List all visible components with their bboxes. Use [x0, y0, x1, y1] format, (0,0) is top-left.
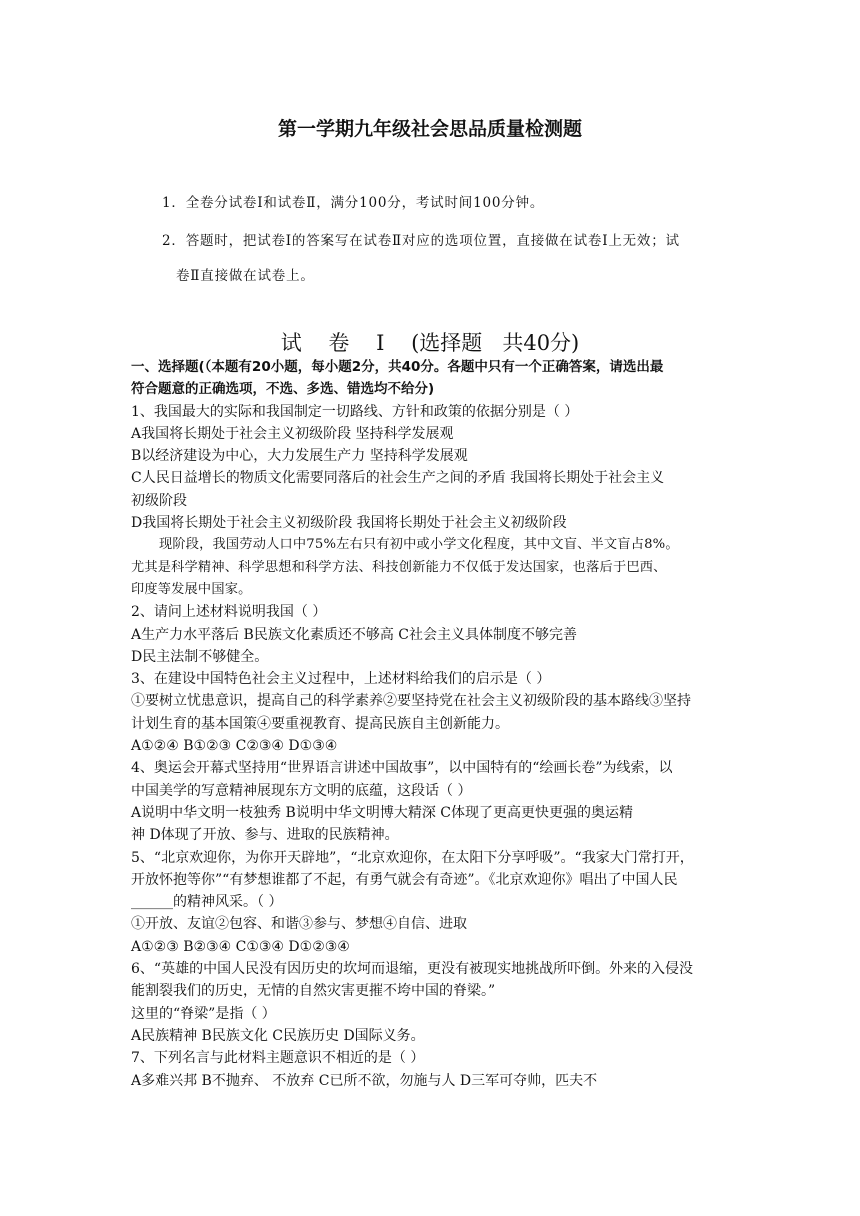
question-6: 能割裂我们的历史，无情的自然灾害更摧不垮中国的脊梁。”: [131, 983, 496, 1000]
page-title: 第一学期九年级社会思品质量检测题: [277, 118, 582, 140]
material-paragraph: 现阶段，我国劳动人口中75%左右只有初中或小学文化程度，其中文盲、半文盲占8%。: [159, 537, 679, 553]
option-line: A我国将长期处于社会主义初级阶段 坚持科学发展观: [131, 425, 454, 442]
option-line: D我国将长期处于社会主义初级阶段 我国将长期处于社会主义初级阶段: [131, 515, 567, 532]
section-title: 试 卷 Ⅰ (选择题 共40分): [280, 331, 580, 355]
question-5: 开放怀抱等你”“有梦想谁都了不起，有勇气就会有奇迹”。《北京欢迎你》唱出了中国人民: [131, 871, 678, 888]
question-5: 5、“北京欢迎你，为你开天辟地”，“北京欢迎你，在太阳下分享呼吸”。“我家大门常打开，: [131, 849, 694, 866]
option-line: A①②④ B①②③ C②③④ D①③④: [131, 738, 338, 755]
note-item-2-continued: 卷Ⅱ直接做在试卷上。: [176, 268, 315, 284]
question-1: 1、我国最大的实际和我国制定一切路线、方针和政策的依据分别是（ ）: [131, 403, 579, 420]
section-instruction: 符合题意的正确选项，不选、多选、错选均不给分): [131, 381, 435, 398]
option-line: A民族精神 B民族文化 C民族历史 D国际义务。: [131, 1027, 425, 1044]
question-6: 这里的“脊梁”是指（ ）: [131, 1005, 276, 1022]
question-5: ______的精神风采。（ ）: [131, 894, 283, 911]
option-line: A说明中华文明一枝独秀 B说明中华文明博大精深 C体现了更高更快更强的奥运精: [131, 804, 634, 821]
option-line: A生产力水平落后 B民族文化素质还不够高 C社会主义具体制度不够完善: [131, 626, 578, 643]
material-paragraph: 印度等发展中国家。: [131, 581, 252, 597]
option-line: 神 D体现了开放、参与、进取的民族精神。: [131, 827, 399, 844]
question-4: 中国美学的写意精神展现东方文明的底蕴，这段话（ ）: [131, 782, 472, 799]
option-line: A①②③ B②③④ C①③④ D①②③④: [131, 938, 350, 955]
question-body: [131, 356, 731, 1092]
option-line: D民主法制不够健全。: [131, 648, 269, 665]
question-7: 7、下列名言与此材料主题意识不相近的是（ ）: [131, 1050, 425, 1067]
option-line: ①开放、友谊②包容、和谐③参与、梦想④自信、进取: [131, 916, 467, 933]
question-2: 2、请问上述材料说明我国（ ）: [131, 604, 327, 621]
option-line: B以经济建设为中心，大力发展生产力 坚持科学发展观: [131, 448, 468, 465]
option-line: A多难兴邦 B不抛弃、 不放弃 C已所不欲，勿施与人 D三军可夺帅，匹夫不: [131, 1072, 598, 1089]
option-line: C人民日益增长的物质文化需要同落后的社会生产之间的矛盾 我国将长期处于社会主义: [131, 470, 665, 487]
question-6: 6、“英雄的中国人民没有因历史的坎坷而退缩，更没有被现实地挑战所吓倒。外来的入侵没: [131, 961, 694, 978]
note-item-1: 1．全卷分试卷Ⅰ和试卷Ⅱ，满分100分，考试时间100分钟。: [162, 195, 545, 211]
note-item-2: 2．答题时，把试卷Ⅰ的答案写在试卷Ⅱ对应的选项位置，直接做在试卷Ⅰ上无效；试: [162, 233, 680, 249]
question-3: 3、在建设中国特色社会主义过程中，上述材料给我们的启示是（ ）: [131, 671, 551, 688]
option-line: 计划生育的基本国策④要重视教育、提高民族自主创新能力。: [131, 715, 509, 732]
section-instruction: 一、选择题(（本题有20小题，每小题2分，共40分。各题中只有一个正确答案，请选出最: [131, 359, 664, 375]
question-4: 4、奥运会开幕式坚持用“世界语言讲述中国故事”，以中国特有的“绘画长卷”为线索，以: [131, 760, 673, 777]
option-line: 初级阶段: [131, 492, 187, 509]
option-line: ①要树立忧患意识，提高自己的科学素养②要坚持党在社会主义初级阶段的基本路线③坚持: [131, 693, 691, 710]
material-paragraph: 尤其是科学精神、科学思想和科学方法、科技创新能力不仅低于发达国家，也落后于巴西、: [131, 559, 667, 575]
